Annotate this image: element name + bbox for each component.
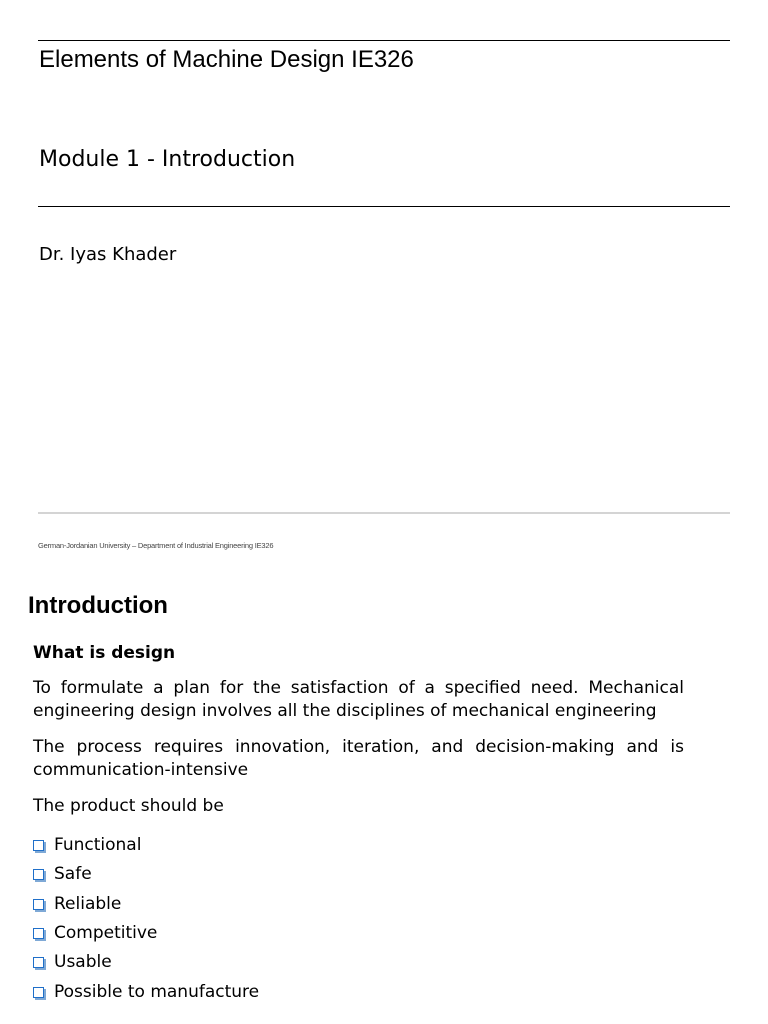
checkbox-square-icon xyxy=(33,899,44,910)
product-intro: The product should be xyxy=(33,796,224,816)
course-title: Elements of Machine Design IE326 xyxy=(39,46,414,73)
checkbox-square-icon xyxy=(33,957,44,968)
checkbox-square-icon xyxy=(33,869,44,880)
footer-divider xyxy=(38,512,730,514)
list-item-label: Possible to manufacture xyxy=(54,981,260,1002)
list-item xyxy=(33,919,684,948)
module-title: Module 1 - Introduction xyxy=(39,147,296,172)
introduction-slide xyxy=(0,570,768,1024)
list-item-label: Functional xyxy=(54,835,142,856)
checkbox-square-icon xyxy=(33,840,44,851)
top-divider xyxy=(38,40,730,41)
process-paragraph: The process requires innovation, iteration, and decision-making and is communication-intensive xyxy=(33,737,684,780)
product-qualities-list xyxy=(33,831,684,1007)
author-name: Dr. Iyas Khader xyxy=(39,244,177,265)
list-item-label: Competitive xyxy=(54,923,158,944)
slide-content xyxy=(33,642,684,1007)
list-item xyxy=(33,831,684,860)
checkbox-square-icon xyxy=(33,928,44,939)
list-item xyxy=(33,860,684,889)
checkbox-square-icon xyxy=(33,987,44,998)
list-item-label: Reliable xyxy=(54,893,122,914)
subheading: What is design xyxy=(33,643,176,663)
slide-footer: German-Jordanian University – Department of Industrial Engineering IE326 xyxy=(38,541,274,550)
list-item xyxy=(33,890,684,919)
slide-heading: Introduction xyxy=(28,592,168,619)
list-item xyxy=(33,948,684,977)
definition-paragraph: To formulate a plan for the satisfaction of a specified need. Mechanical engineering design involves all the disciplines of mechanical engineering xyxy=(33,678,684,721)
list-item-label: Safe xyxy=(54,864,92,885)
list-item xyxy=(33,977,684,1006)
list-item-label: Usable xyxy=(54,952,112,973)
title-divider xyxy=(38,206,730,207)
